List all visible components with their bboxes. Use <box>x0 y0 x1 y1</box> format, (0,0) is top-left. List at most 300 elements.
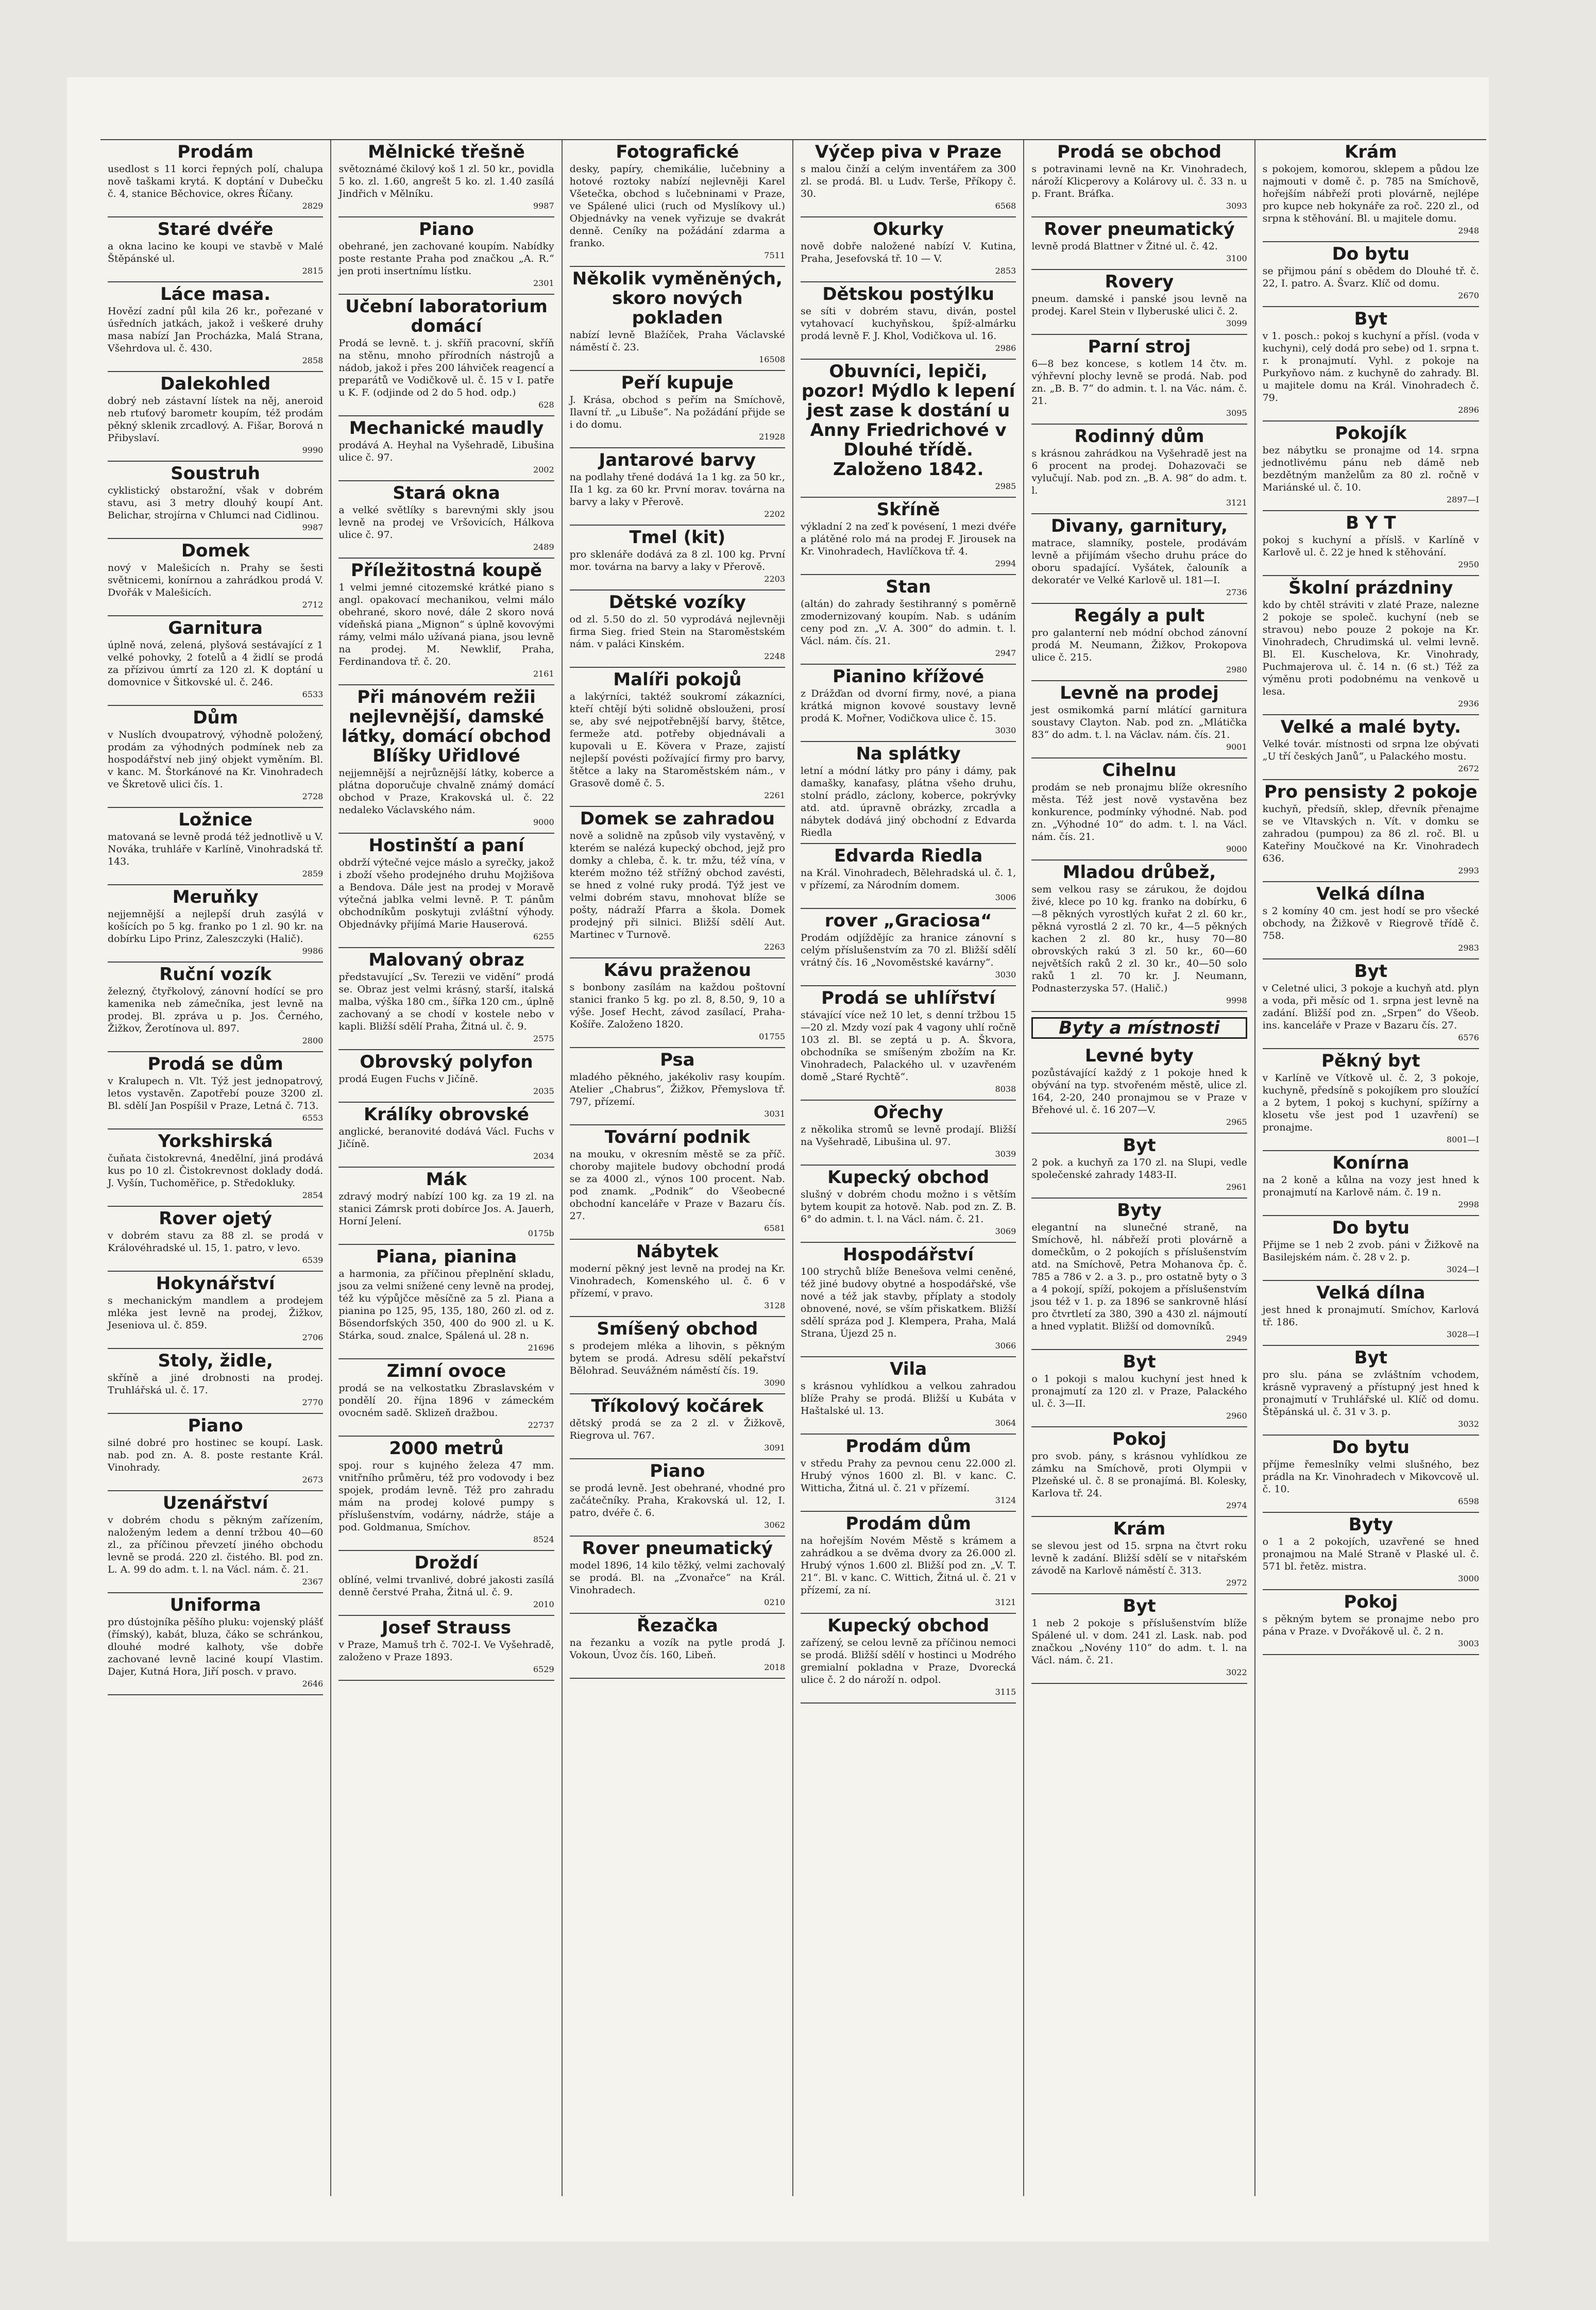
ad-code: 2993 <box>1458 866 1479 875</box>
classified-ad <box>338 217 554 295</box>
ad-title: Několik vyměněných, skoro nových pokladen <box>572 268 783 328</box>
classified-ad <box>1031 1044 1247 1134</box>
ad-code: 9987 <box>533 201 554 211</box>
ad-text: bez nábytku se pronajme od 14. srpna jednotlivému pánu neb dámě neb bezdětným manželům za 80 zl. ročně v Mariánské ul. č. 10. <box>1262 445 1479 493</box>
ad-text: J. Krása, obchod s peřím na Smíchově, Ilavní tř. „u Libuše“. Na požádání přijde se i do domu. <box>569 394 785 430</box>
ad-title: Učební laboratorium domácí <box>345 296 548 336</box>
ad-text: spoj. rour s kujného železa 47 mm. vnitřního průměru, též pro vodovody i bez spojek, prodám levně. Též pro zahradu mám na prodej kolové pumpy s příslušenstvím, vodárny, nádrže, stáje a pod. Goldmanua, Smíchov. <box>338 1460 554 1533</box>
ad-title: Piano <box>650 1461 705 1481</box>
ad-code: 2203 <box>764 574 785 584</box>
ad-text: od zl. 5.50 do zl. 50 vyprodává nejlevněji firma Sieg. fried Stein na Staroměstském nám. v paláci Kinském. <box>569 614 785 650</box>
classified-ad <box>338 948 554 1050</box>
ad-code: 2961 <box>1226 1182 1247 1192</box>
classified-ad <box>570 1048 785 1125</box>
ad-title: Láce masa. <box>160 284 271 305</box>
classified-ad <box>108 1052 323 1129</box>
ad-code: 2034 <box>533 1151 554 1161</box>
ad-code: 628 <box>538 400 554 410</box>
ad-text: s krásnou vyhlídkou a velkou zahradou blíže Prahy se prodá. Bližší u Kubáta v Haštalské ul. 13. <box>801 1380 1016 1417</box>
ad-text: se slevou jest od 15. srpna na čtvrt roku levně k zadání. Bližší sdělí se v nitařském závodě na Karlově náměstí č. 313. <box>1031 1540 1247 1576</box>
ad-text: a okna lacino ke koupi ve stavbě v Malé Štěpánské ul. <box>108 241 324 264</box>
ad-code: 21696 <box>528 1343 554 1353</box>
ad-text: v Celetné ulici, 3 pokoje a kuchyň atd. plyn a voda, při měsíc od 1. srpna jest levně na zadání. Bližší pod zn. „Srpen“ do Všeob. ins. kanceláře v Praze v Bazaru čís. 27. <box>1262 983 1479 1031</box>
ad-code: 2948 <box>1458 226 1479 235</box>
classified-ad <box>1031 425 1247 514</box>
ad-title: Rover ojetý <box>159 1208 273 1229</box>
ad-title: Prodá se dům <box>147 1054 283 1074</box>
ad-text: nový v Malešicích n. Prahy se šesti světnicemi, konírnou a zahrádkou prodá V. Dvořák v Malešicích. <box>108 562 324 598</box>
ad-text: v dobrém stavu za 88 zl. se prodá v Královéhradské ul. 15, 1. patro, v levo. <box>108 1230 324 1254</box>
classified-ad <box>1263 882 1479 959</box>
ad-title: Mladou drůbež, <box>1062 862 1216 883</box>
ad-title: Stan <box>886 577 931 597</box>
ad-text: s malou činží a celým inventářem za 300 zl. se prodá. Bl. u Ludv. Terše, Příkopy č. 30. <box>801 163 1016 199</box>
ad-text: s prodejem mléka a lihovin, s pěkným bytem se prodá. Adresu sdělí pekařství Bělohrad. Seuvážném náměstí čís. 19. <box>569 1340 785 1376</box>
classified-ad <box>1263 1346 1479 1436</box>
ad-text: dobrý neb zástavní lístek na něj, aneroid neb rtuťový barometr koupím, též prodám pěkný sklenik zrcadlový. A. Fišar, Borová n Přibyslaví. <box>108 395 324 444</box>
ad-code: 3003 <box>1458 1639 1479 1648</box>
ad-code: 2489 <box>533 542 554 552</box>
ad-text: dětský prodá se za 2 zl. v Žižkově, Riegrova ul. 767. <box>569 1418 785 1441</box>
ad-text: levně prodá Blattner v Žitné ul. č. 42. <box>1031 241 1218 252</box>
ad-title: Kávu praženou <box>603 960 751 981</box>
ad-text: 1 velmi jemné citozemské krátké piano s angl. opakovací mechanikou, velmi málo obehrané, skoro nové, dále 2 skoro nová vídeňská piana „Mignon“ s úplně kovovými rámy, velmi málo užívaná piana, jsou levně na prodej. M. Newklif, Praha, Ferdinandova tř. č. 20. <box>338 582 554 667</box>
ad-text: (altán) do zahrady šestihranný s poměrně zmodernizovaný koupím. Nab. s udáním ceny pod zn. „V. A. 300“ do admin. t. l. Václ. nám. čís. 21. <box>801 598 1016 647</box>
ad-text: cyklistický obstarožní, však v dobrém stavu, asi 3 metry dlouhý koupí Ant. Belichar, strojírna v Chlumci nad Cidlinou. <box>108 485 324 521</box>
ad-code: 2949 <box>1226 1334 1247 1343</box>
classified-columns <box>100 139 1486 2196</box>
ad-title: Soustruh <box>171 463 261 484</box>
ad-text: nejjemnější a nejrůznější látky, koberce a plátna doporučuje chvalně známý domácí obchod v Praze, Krakovská ul. č. 22 nedaleko Václavského nám. <box>338 767 554 816</box>
ad-text: desky, papíry, chemikálie, lučebniny a hotové roztoky nabízí nejlevněji Karel Všetečka, obchod s lučebninami v Praze, ve Spálené ulici (ruch od Myslíkovy ul.) Objednávky na venek vyřizuje se dvakrát denně. Ceníky na požádání zdarma a franko. <box>569 163 785 249</box>
ad-code: 6576 <box>1458 1033 1479 1042</box>
column-4 <box>793 140 1024 2196</box>
ad-text: se prodá levně. Jest obehrané, vhodné pro začátečníky. Praha, Krakovská ul. 12, I. patro, dvéře č. 6. <box>569 1482 785 1519</box>
ad-title: Tříkolový kočárek <box>591 1396 764 1417</box>
ad-title: Prodám <box>177 142 254 162</box>
classified-ad <box>338 481 554 559</box>
ad-title: Tovární podnik <box>604 1127 750 1148</box>
ad-title: Pokoj <box>1344 1592 1398 1612</box>
classified-ad <box>1031 270 1247 335</box>
ad-code: 2673 <box>302 1475 324 1485</box>
classified-ad <box>570 1614 785 1679</box>
ad-text: Hovězí zadní půl kila 26 kr., pořezané v úsředních jatkách, jakož i veškeré druhy masa nabízí Jan Procházka, Malá Strana, Všehrdova ul. č. 430. <box>108 306 324 354</box>
ad-title: Malovaný obraz <box>368 950 524 970</box>
classified-ad <box>108 808 323 885</box>
ad-text: Prodá se levně. t. j. skříň pracovní, skříň na stěnu, mnoho přírodních nástrojů a nádob, jakož i přes 200 láhviček reagencí a preparátů ve Vodičkově ul. č. 15 v I. patře u K. F. (odjinde od 2 do 5 hod. odp.) <box>338 338 554 398</box>
ad-text: prodám se neb pronajmu blíže okresního města. Též jest nově vystavěna bez konkurence, podmínky výhodné. Nab. pod zn. „Výhodné 10“ do adm. t. l. na Václ. nám. čís. 21. <box>1031 782 1247 842</box>
classified-ad <box>1263 780 1479 882</box>
ad-code: 2829 <box>302 201 324 211</box>
ad-title: Pianino křížové <box>833 666 984 687</box>
classified-ad <box>1031 217 1247 270</box>
ad-title: Piana, pianina <box>376 1246 517 1267</box>
ad-text: stávající více než 10 let, s denní tržbou 15—20 zl. Mzdy vozí pak 4 vagony uhlí ročně 103 zl. Bl. se zeptá u p. A. Škvora, obchodníka se smíšeným zbožím na Kr. Vinohradech, Palackého ul. v uzavřeném domě „Staré Rychtě“. <box>801 1009 1016 1083</box>
ad-title: Obuvníci, lepiči, pozor! Mýdlo k lepení jest zase k dostání u Anny Friedrichové v Dlouhé třídě. Založeno 1842. <box>801 361 1015 480</box>
classified-ad <box>1031 1350 1247 1427</box>
classified-ad <box>1263 1590 1479 1655</box>
ad-code: 9000 <box>533 817 554 827</box>
classified-ad <box>570 1317 785 1394</box>
ad-title: Rover pneumatický <box>582 1538 773 1559</box>
ad-text: prodává A. Heyhal na Vyšehradě, Libušina ulice č. 97. <box>338 440 554 463</box>
classified-ad <box>801 1166 1016 1243</box>
ad-title: Domek se zahradou <box>580 808 775 829</box>
classified-ad <box>1031 861 1247 1012</box>
ad-title: Hospodářství <box>843 1244 974 1265</box>
ad-code: 3121 <box>995 1597 1016 1607</box>
classified-ad <box>1263 959 1479 1049</box>
ad-code: 9986 <box>302 946 324 956</box>
ad-text: se přijmou pání s obědem do Dlouhé tř. č. 22, I. patro. A. Švarz. Klíč od domu. <box>1262 265 1479 289</box>
ad-text: na 2 koně a kůlna na vozy jest hned k pronajmutí na Karlově nám. č. 19 n. <box>1262 1174 1479 1198</box>
ad-title: Mák <box>426 1169 467 1190</box>
ad-text: sem velkou rasy se zárukou, že dojdou živé, klece po 10 kg. franko na dobírku, 6—8 pěkných vyrostlých kuřat 2 zl. 60 kr., pěkná vyrostlá 2 zl. 70 kr., 4—5 pěkných kachen 2 zl. 80 kr., husy 70—80 obrovských rakú 3 zl. 50 kr., 60—60 největších raků 2 zl. 30 kr., 40—50 solo raků 1 zl. 70 kr. J. Neumann, Podnasterzyska 57. (Halič.) <box>1031 884 1247 994</box>
classified-ad <box>570 1125 785 1240</box>
ad-code: 2202 <box>764 509 785 519</box>
ad-text: s pěkným bytem se pronajme nebo pro pána v Praze. v Dvořákově ul. č. 2 n. <box>1262 1613 1479 1637</box>
classified-ad <box>801 575 1016 665</box>
ad-title: Psa <box>660 1050 695 1070</box>
ad-text: na řezanku a vozík na pytle prodá J. Vokoun, Úvoz čís. 160, Libeň. <box>569 1637 785 1661</box>
ad-title: Mechanické maudly <box>349 418 544 439</box>
ad-title: Garnitura <box>168 618 263 638</box>
ad-title: Byt <box>1354 961 1387 982</box>
ad-code: 3031 <box>764 1109 785 1119</box>
ad-code: 3100 <box>1226 254 1247 263</box>
classified-ad <box>108 885 323 963</box>
ad-title: rover „Graciosa“ <box>824 910 992 931</box>
ad-text: v 1. posch.: pokoj s kuchyní a přísl. (voda v kuchyni), celý dodá pro sebe) od 1. srpna t. r. k pronajmutí. Vyhl. z pokoje na Purkyňovo nám. z kuchyně do zahrady. Bl. u majitele domu na Král. Vinohradech č. 79. <box>1262 330 1479 403</box>
ad-title: Zimní ovoce <box>386 1361 506 1381</box>
ad-title: Prodám dům <box>845 1513 971 1534</box>
ad-code: 2897—I <box>1446 495 1479 504</box>
classified-ad <box>801 360 1016 498</box>
ad-text: 1 neb 2 pokoje s příslušenstvím blíže Spálené ul. v dom. 241 zl. Lask. nab. pod značkou „Novény 110“ do adm. t. l. na Václ. nám. č. 21. <box>1031 1617 1247 1666</box>
classified-ad <box>1263 1216 1479 1281</box>
ad-title: Stoly, židle, <box>158 1351 273 1371</box>
ad-title: Hokynářství <box>156 1273 275 1294</box>
ad-title: Okurky <box>873 219 944 240</box>
ad-text: v Kralupech n. Vlt. Týž jest jednopatrový, letos vystavěn. Zapotřebí pouze 3200 zl. Bl. sdělí Jan Pospíšil v Praze, Letná č. 713. <box>108 1075 324 1111</box>
ad-code: 3124 <box>995 1495 1016 1505</box>
ad-text: čuňata čistokrevná, 4nedělní, jiná prodává kus po 10 zl. Čistokrevnost doklady dodá. J. Vyšín, Tuchoměřice, p. Středokluky. <box>108 1153 324 1189</box>
classified-ad <box>338 685 554 834</box>
classified-ad <box>570 668 785 807</box>
ad-title: Malíři pokojů <box>613 669 742 690</box>
ad-title: Obrovský polyfon <box>360 1052 533 1072</box>
ad-code: 8001—I <box>1446 1135 1479 1144</box>
ad-text: pro slu. pána se zvláštním vchodem, krásně vypravený a přístupný jest hned k pronajmutí v Truhlářské ul. Klíč od domu. Štěpánská ul. č. 31 v 3. p. <box>1262 1369 1479 1418</box>
classified-ad <box>801 742 1016 844</box>
classified-ad <box>1031 1199 1247 1350</box>
classified-ad <box>1031 514 1247 604</box>
classified-ad <box>801 909 1016 986</box>
classified-ad <box>1031 1517 1247 1594</box>
ad-title: Velká dílna <box>1316 1283 1425 1303</box>
ad-title: Smíšený obchod <box>597 1319 758 1339</box>
ad-text: pneum. damské i panské jsou levně na prodej. Karel Stein v Ilyberuské ulici č. 2. <box>1031 293 1247 317</box>
ad-code: 2853 <box>995 266 1016 276</box>
ad-text: nově dobře naložené nabízí V. Kutina, Praha, Jesefovská tř. 10 — V. <box>801 241 1016 264</box>
ad-code: 8524 <box>533 1535 554 1544</box>
ad-text: na mouku, v okresním městě se za příč. choroby majitele budovy obchodní prodá se za 4000 zl., výnos 100 procent. Nab. pod znamk. „Podnik“ do Všeobecné obchodní kanceláře v Praze v Bazaru čís. 27. <box>569 1149 785 1222</box>
ad-code: 9987 <box>302 522 324 532</box>
ad-code: 2947 <box>995 648 1016 658</box>
ad-code: 2936 <box>1458 699 1479 709</box>
ad-text: v Nuslích dvoupatrový, výhodně položený, prodám za výhodných podmínek neb za hospodářství neb jiný objekt vyměním. Bl. v kanc. M. Štorkánové na Kr. Vinohradech ve Škretově ulici čís. 1. <box>108 729 324 790</box>
classified-ad <box>1031 140 1247 217</box>
ad-title: Pokojík <box>1335 423 1407 444</box>
classified-ad <box>1031 604 1247 681</box>
ad-text: nejjemnější a nejlepší druh zasýlá v košících po 5 kg. franko po 1 zl. 90 kr. na dobírku Lipo Prinz, Zaleszczyki (Halič). <box>108 908 324 945</box>
ad-title: Fotografické <box>616 142 739 162</box>
ad-title: Na splátky <box>856 744 961 764</box>
ad-code: 2986 <box>995 343 1016 353</box>
ad-code: 3069 <box>995 1226 1016 1236</box>
ad-title: Králíky obrovské <box>364 1104 529 1125</box>
classified-ad <box>338 295 554 416</box>
column-1 <box>100 140 331 2196</box>
ad-code: 9998 <box>1226 996 1247 1005</box>
ad-code: 2010 <box>533 1599 554 1609</box>
ad-code: 2161 <box>533 669 554 679</box>
ad-title: Do bytu <box>1332 1218 1410 1238</box>
classified-ad <box>338 416 554 481</box>
ad-text: na podlahy třené dodává 1a 1 kg. za 50 kr., IIa 1 kg. za 60 kr. První morav. továrna na barvy a laky v Přerově. <box>569 471 785 508</box>
ad-title: Prodá se obchod <box>1057 142 1222 162</box>
ad-code: 3006 <box>995 892 1016 902</box>
ad-title: Byt <box>1354 1347 1387 1368</box>
classified-ad <box>108 217 323 282</box>
column-2 <box>331 140 562 2196</box>
ad-code: 2736 <box>1226 587 1247 597</box>
classified-ad <box>338 1616 554 1681</box>
ad-title: Uzenářství <box>162 1493 268 1513</box>
ad-title: Levně na prodej <box>1060 683 1219 703</box>
ad-text: 2 pok. a kuchyň za 170 zl. na Slupi, vedle společenské zahrady 1483-II. <box>1031 1157 1247 1181</box>
classified-ad <box>801 1243 1016 1357</box>
ad-text: prodá Eugen Fuchs v Jičíně. <box>338 1073 479 1085</box>
ad-code: 3024—I <box>1446 1264 1479 1274</box>
classified-ad <box>570 140 785 267</box>
ad-code: 6553 <box>302 1113 324 1123</box>
classified-ad <box>1263 421 1479 511</box>
ad-title: Stará okna <box>393 483 500 503</box>
ad-code: 6581 <box>764 1223 785 1233</box>
ad-title: Příležitostná koupě <box>350 560 542 581</box>
ad-title: Rodinný dům <box>1074 426 1204 447</box>
ad-code: 2248 <box>764 651 785 661</box>
ad-text: v středu Prahy za pevnou cenu 22.000 zl. Hrubý výnos 1600 zl. Bl. v kanc. C. Witticha, Žitná ul. č. 21 v přízemí. <box>801 1458 1016 1494</box>
classified-ad <box>338 1103 554 1168</box>
ad-code: 9990 <box>302 445 324 455</box>
ad-text: o 1 a 2 pokojích, uzavřené se hned pronajmou na Malé Straně v Plaské ul. č. 571 bl. řetěz. mistra. <box>1262 1536 1479 1572</box>
ad-title: Staré dvéře <box>157 219 274 240</box>
classified-ad <box>570 448 785 526</box>
ad-title: Meruňky <box>172 887 259 907</box>
classified-ad <box>570 371 785 448</box>
classified-ad <box>1263 307 1479 421</box>
ad-text: s potravinami levně na Kr. Vinohradech, nároží Klicperovy a Kolárovy ul. č. 33 n. u p. Frant. Bráfka. <box>1031 163 1247 199</box>
ad-text: světoznámé čkilový koš 1 zl. 50 kr., povidla 5 ko. zl. 1.60, angrešt 5 ko. zl. 1.40 zasílá Jindřich v Mělníku. <box>338 163 554 199</box>
classified-ad <box>801 1435 1016 1512</box>
ad-text: zdravý modrý nabízí 100 kg. za 19 zl. na stanici Zámrsk proti dobírce Jos. A. Jauerh, Horní Jelení. <box>338 1191 554 1227</box>
ad-title: Parní stroj <box>1088 336 1191 357</box>
ad-code: 9000 <box>1226 844 1247 854</box>
ad-text: se síti v dobrém stavu, diván, postel vytahovací kuchyňskou, špíž-almárku prodá levně F. J. Khol, Vodičkova ul. 16. <box>801 306 1016 342</box>
ad-text: Velké továr. místnosti od srpna lze obývati „U tří českých Janů“, u Palackého mostu. <box>1262 738 1479 762</box>
ad-code: 3000 <box>1458 1574 1479 1583</box>
ad-code: 2994 <box>995 559 1016 568</box>
ad-code: 2035 <box>533 1086 554 1096</box>
classified-ad <box>108 539 323 616</box>
ad-title: Pěkný byt <box>1321 1051 1420 1071</box>
ad-text: usedlost s 11 korci řepných polí, chalupa nově taškami krytá. K doptání v Dubečku č. 4, stanice Běchovice, okres Říčany. <box>108 163 324 199</box>
ad-text: a harmonia, za příčinou přeplnění skladu, jsou za velmi snížené ceny levně na prodej, též ku výpůjčce měsíčně za 5 zl. Piana a pianina po 125, 95, 135, 180, 260 zl. od z. Bösendorfských 350, 400 do 900 zl. u K. Stárka, soud. znalce, Spálená ul. 28 n. <box>338 1268 554 1341</box>
ad-code: 2960 <box>1226 1411 1247 1421</box>
ad-title: Byt <box>1354 309 1387 329</box>
classified-ad <box>108 372 323 462</box>
ad-title: Krám <box>1345 142 1397 162</box>
ad-text: v dobrém chodu s pěkným zařízením, naloženým ledem a denní tržbou 40—60 zl., za příčinou převzetí jiného obchodu levně se prodá. 220 zl. čistého. Bl. pod zn. L. A. 99 do adm. t. l. na Václ. nám. č. 21. <box>108 1514 324 1575</box>
ad-code: 2672 <box>1458 764 1479 773</box>
classified-ad <box>801 1512 1016 1614</box>
ad-text: zařízený, se celou levně za příčinou nemoci se prodá. Bližší sdělí v hostinci u Modrého gremialní pokladna v Praze, Dvorecká ulice č. 2 do nároží n. odpol. <box>801 1637 1016 1685</box>
ad-code: 6568 <box>995 201 1016 211</box>
ad-code: 2002 <box>533 465 554 475</box>
classified-ad <box>338 1245 554 1359</box>
classified-ad <box>570 1459 785 1537</box>
ad-text: model 1896, 14 kilo těžký, velmi zachovalý se prodá. Bl. na „Zvonařce“ na Král. Vinohradech. <box>569 1560 785 1596</box>
classified-ad <box>338 1050 554 1103</box>
ad-text: jest osmikomká parní mlátící garnitura soustavy Clayton. Nab. pod zn. „Mlátička 83“ do adm. t. l. na Václav. nám. čís. 21. <box>1031 704 1247 740</box>
ad-title: Velká dílna <box>1316 884 1425 904</box>
ad-title: Dětské vozíky <box>608 592 746 613</box>
ad-text: oblíné, velmi trvanlivé, dobré jakosti zasílá denně čerstvé Praha, Žitná ul. č. 9. <box>338 1574 554 1598</box>
ad-text: matrace, slamníky, postele, prodávám levně a přijímám všecho druhu práce do oboru spadající. Vyšátek, čalouník a dekoratér ve Velké Karlově ul. 181—I. <box>1031 537 1247 586</box>
classified-ad <box>1031 335 1247 425</box>
classified-ad <box>1263 1049 1479 1151</box>
ad-text: příjme řemeslníky velmi slušného, bez prádla na Kr. Vinohradech v Mikovcově ul. č. 10. <box>1262 1459 1479 1495</box>
ad-code: 2728 <box>302 791 324 801</box>
ad-text: železný, čtyřkolový, zánovní hodící se pro kamenika neb zámečníka, jest levně na prodej. Bl. zpráva u p. Jos. Černého, Žižkov, Žerotínova ul. 897. <box>108 986 324 1034</box>
ad-title: Regály a pult <box>1074 605 1205 626</box>
classified-ad <box>801 986 1016 1101</box>
ad-code: 2301 <box>533 278 554 288</box>
ad-text: obdrží výtečné vejce máslo a syrečky, jakož i zboží všeho prodejného druhu Mojžišova a Bendova. Dále jest na prodej v Moravě výtečná jablka velmi levně. P. T. pánům obchodníkům poskytuji zvláštní výhody. Objednávky přijímá Marie Hauserová. <box>338 857 554 930</box>
ad-text: kdo by chtěl stráviti v zlaté Praze, nalezne 2 pokoje se společ. kuchyní (neb se stravou) nebo pouze 2 pokoje na Kr. Vinohradech, Chrudimská ul. velmi levně. Bl. El. Kuschelova, Kr. Vinohrady, Puchmajerova ul. č. 14 n. (6 st.) Též za výměnu proti podobnému na venkově u lesa. <box>1262 599 1479 697</box>
ad-title: Byty <box>1117 1200 1162 1221</box>
ad-title: Jantarové barvy <box>599 450 756 470</box>
ad-text: pozůstávající každý z 1 pokoje hned k obývání na typ. stvořeném městě, ulice zl. 164, 2-20, 240 pronajmou se v Praze v Břehové ul. č. 16 207—V. <box>1031 1067 1247 1116</box>
classified-ad <box>570 958 785 1048</box>
ad-title: Piano <box>418 219 474 240</box>
ad-code: 7511 <box>764 250 785 260</box>
ad-text: pro sklenáře dodává za 8 zl. 100 kg. První mor. továrna na barvy a laky v Přerově. <box>569 549 785 572</box>
ad-text: elegantní na slunečné straně, na Smíchově, hl. nábřeží proti plovárně a domečkům, o 2 pokojích s příslušenstvím atd. na Smíchově, Petra Mohanova čp. č. 785 a 786 v 2. a 3. p., pro ostatně byty o 3 a 4 pokojí, spíží, pokojem a příslušenstvím jsou též v 1. p. za 1896 se sankrovně hlásí pro čtvrtletí za 380, 390 a 430 zl. nájmoutí a hned vyplatit. Bližší od domovníků. <box>1031 1222 1247 1332</box>
ad-code: 2972 <box>1226 1578 1247 1588</box>
ad-text: pokoj s kuchyní a příslš. v Karlíně v Karlově ul. č. 22 je hned k stěhování. <box>1262 534 1479 558</box>
classified-ad <box>1263 140 1479 242</box>
ad-title: Levné byty <box>1085 1046 1194 1066</box>
ad-text: představující „Sv. Terezii ve vidění“ prodá se. Obraz jest velmi krásný, starší, italská malba, výška 180 cm., šířka 120 cm., úplně zachovaný a se chodí v kostele nebo v kapli. Bližší sdělí Praha, Žitná ul. č. 9. <box>338 971 554 1032</box>
classified-ad <box>570 267 785 371</box>
classified-ad <box>108 282 323 372</box>
classified-ad <box>108 1207 323 1272</box>
classified-ad <box>1031 681 1247 758</box>
classified-ad <box>1263 1281 1479 1346</box>
ad-text: kuchyň, předsíň, sklep, dřevník přenajme se ve Vltavských n. Vít. v domku se zahradou (pumpou) za 86 zl. roč. Bl. u Kateřiny Moučkové na Kr. Vinohradech 636. <box>1262 803 1479 864</box>
ad-code: 16508 <box>759 355 785 364</box>
ad-code: 2367 <box>302 1577 324 1587</box>
classified-ad <box>801 844 1016 909</box>
ad-title: Uniforma <box>169 1595 261 1615</box>
ad-text: 100 strychů blíže Benešova velmi ceněné, též jiné budovy obytné a hospodářské, vše nové a též jak stavby, příplaty a stodoly obnovené, nové, se vším přiskatkem. Bližší sdělí spráza pod J. Klempera, Praha, Malá Strana, Újezd 25 n. <box>801 1266 1016 1339</box>
ad-text: nabízí levně Blažíček, Praha Václavské náměstí č. 23. <box>569 329 785 353</box>
column-5 <box>1024 140 1255 2196</box>
classified-ad <box>338 1359 554 1437</box>
classified-ad <box>801 1357 1016 1435</box>
ad-code: 2965 <box>1226 1117 1247 1127</box>
ad-text: z Drážďan od dvorní firmy, nové, a piana krátká mignon kovové soustavy levně prodá K. Mořner, Vodičkova ulice č. 15. <box>801 688 1016 724</box>
ad-title: Prodá se uhlířství <box>821 988 996 1008</box>
ad-title: Školní prázdniny <box>1288 578 1453 598</box>
classified-ad <box>108 462 323 539</box>
classified-ad <box>338 1551 554 1616</box>
classified-ad <box>1263 715 1479 780</box>
classified-ad <box>108 706 323 808</box>
classified-ad <box>338 1437 554 1551</box>
ad-code: 0175b <box>528 1228 554 1238</box>
ad-title: Prodám dům <box>845 1436 971 1457</box>
ad-text: nově a solidně na způsob vily vystavěný, v kterém se nalézá kupecký obchod, jejž pro domky a chleba, č. k. tr. mžu, též vína, v kterém možno též střížný obchod zavésti, se hned z volné ruky prodá. Týž jest ve velmi dobrém stavu, mnohovat blíže se pošty, nádraží Pfarra a škola. Domek prodejný při silnici. Bližší sdělí Aut. Martinec v Turnově. <box>569 830 785 940</box>
classified-ad <box>570 1240 785 1317</box>
ad-code: 6598 <box>1458 1496 1479 1506</box>
ad-text: anglické, beranovité dodává Václ. Fuchs v Jičíně. <box>338 1126 554 1150</box>
ad-code: 3030 <box>995 726 1016 735</box>
classified-ad <box>108 1272 323 1349</box>
ad-title: Edvarda Riedla <box>834 846 983 866</box>
classified-ad <box>1263 576 1479 715</box>
classified-ad <box>570 1394 785 1459</box>
classified-ad <box>108 1593 323 1695</box>
ad-code: 2854 <box>302 1190 324 1200</box>
ad-title: Josef Strauss <box>381 1617 512 1638</box>
classified-ad <box>801 498 1016 575</box>
ad-title: Byt <box>1123 1352 1156 1372</box>
ad-code: 2950 <box>1458 560 1479 569</box>
column-6 <box>1255 140 1486 2196</box>
ad-code: 21928 <box>759 432 785 442</box>
ad-title: Divany, garnitury, <box>1050 516 1228 536</box>
ad-code: 01755 <box>759 1032 785 1041</box>
ad-text: 6—8 bez koncese, s kotlem 14 čtv. m. výhřevní plochy levně se prodá. Nab. pod zn. „B. B. 7“ do admin. t. l. na Vác. nám. č. 21. <box>1031 358 1247 407</box>
ad-title: Ložnice <box>178 810 253 830</box>
ad-title: Mělnické třešně <box>368 142 525 162</box>
column-3 <box>563 140 793 2196</box>
ad-code: 3064 <box>995 1418 1016 1428</box>
ad-title: Do bytu <box>1332 244 1410 264</box>
ad-title: Krám <box>1113 1519 1166 1539</box>
classified-ad <box>338 559 554 685</box>
ad-title: Výčep piva v Praze <box>815 142 1002 162</box>
ad-code: 3095 <box>1226 408 1247 418</box>
ad-title: Vila <box>890 1359 927 1379</box>
ad-title: Konírna <box>1332 1153 1410 1173</box>
ad-code: 2896 <box>1458 405 1479 415</box>
